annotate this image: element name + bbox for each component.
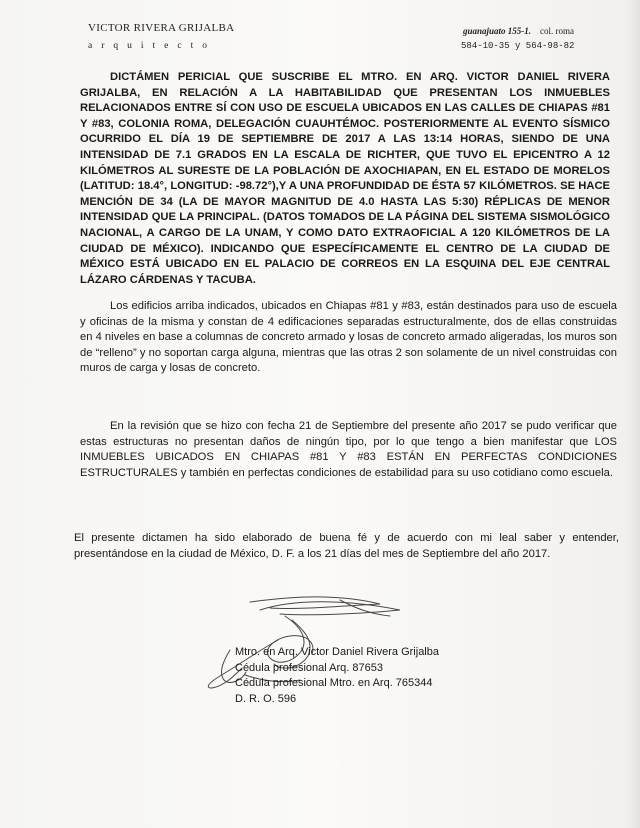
inspection-text-start: En la revisión que se hizo con fecha 21 de Septiembre del presente año 2017 se pudo verificar que estas estructuras no presentan daños de ningún tipo, por lo que tengo a bien manifestar que bbox=[80, 420, 617, 448]
letterhead-street: guanajuato 155-1. bbox=[463, 26, 532, 36]
inspection-paragraph bbox=[80, 419, 617, 481]
dro-number: D. R. O. 596 bbox=[235, 692, 297, 705]
dictamen-title-paragraph: DICTÁMEN PERICIAL QUE SUSCRIBE EL MTRO. EN ARQ. VICTOR DANIEL RIVERA GRIJALBA, EN RELACIÓN A LA HABITABILIDAD QUE PRESENTAN LOS INMUEBLES RELACIONADOS ENTRE SÍ CON USO DE ESCUELA UBICADOS EN LAS CALLES DE CHIAPAS #81 Y #83, COLONIA ROMA, DELEGACIÓN CUAUHTÉMOC. POSTERIORMENTE AL EVENTO SÍSMICO OCURRIDO EL DÍA 19 DE SEPTIEMBRE DE 2017 A LAS 13:14 HORAS, SIENDO DE UNA INTENSIDAD DE 7.1 GRADOS EN LA ESCALA DE RICHTER, QUE TUVO EL EPICENTRO A 12 KILÓMETROS AL SURESTE DE LA POBLACIÓN DE AXOCHIAPAN, EN EL ESTADO DE MORELOS (LATITUD: 18.4°, LONGITUD: -98.72°),Y A UNA PROFUNDIDAD DE ÉSTA 57 KILÓMETROS. SE HACE MENCIÓN DE 34 (LA DE MAYOR MAGNITUD DE 4.0 HASTA LAS 5:30) RÉPLICAS DE MENOR INTENSIDAD QUE LA PRINCIPAL. (DATOS TOMADOS DE LA PÁGINA DEL SISTEMA SISMOLÓGICO NACIONAL, A CARGO DE LA UNAM, Y COMO DATO EXTRAOFICIAL A 120 KILÓMETROS DE LA CIUDAD DE MÉXICO). INDICANDO QUE ESPECÍFICAMENTE EL CENTRO DE LA CIUDAD DE MÉXICO ESTÁ UBICADO EN EL PALACIO DE CORREOS EN LA ESQUINA DEL EJE CENTRAL LÁZARO CÁRDENAS Y TACUBA. bbox=[80, 71, 610, 286]
letterhead-title: arquitecto bbox=[88, 41, 216, 51]
page-edge-shadow bbox=[626, 0, 640, 828]
signature-block bbox=[235, 645, 439, 707]
closing-paragraph: El presente dictamen ha sido elaborado de buena fé y de acuerdo con mi leal saber y entender, presentándose en la ciudad de México, D. F. a los 21 días del mes de Septiembre del año 2017. bbox=[74, 532, 619, 560]
letterhead-address bbox=[463, 26, 574, 36]
professional-license-mtro: Cédula profesional Mtro. en Arq. 765344 bbox=[235, 677, 433, 689]
letterhead-phones: 584-10-35 y 564-98-82 bbox=[461, 41, 575, 51]
buildings-description-paragraph: Los edificios arriba indicados, ubicados en Chiapas #81 y #83, están destinados para uso de escuela y oficinas de la misma y constan de 4 edificaciones separadas estructuralmente, dos de ellas construidas en 4 niveles en base a columnas de concreto armado y losas de concreto armado aligeradas, los muros son de “relleno” y no soportan carga alguna, mientras que las otras 2 son solamente de un nivel construidas con muros de carga y losas de concreto. bbox=[80, 300, 617, 375]
inspection-text-end: y también en perfectas condiciones de estabilidad para su uso cotidiano como escuela. bbox=[177, 466, 613, 479]
professional-license-arq: Cédula profesional Arq. 87653 bbox=[235, 661, 383, 674]
inspection-conclusion-caps: LOS INMUEBLES UBICADOS EN CHIAPAS #81 Y #83 ESTÁN EN PERFECTAS CONDICIONES ESTRUCTURALES bbox=[80, 435, 617, 479]
letterhead-colonia: col. roma bbox=[540, 26, 575, 36]
letterhead-name: VICTOR RIVERA GRIJALBA bbox=[88, 22, 235, 34]
signer-name: Mtro. en Arq. Victor Daniel Rivera Grijalba bbox=[235, 646, 439, 658]
